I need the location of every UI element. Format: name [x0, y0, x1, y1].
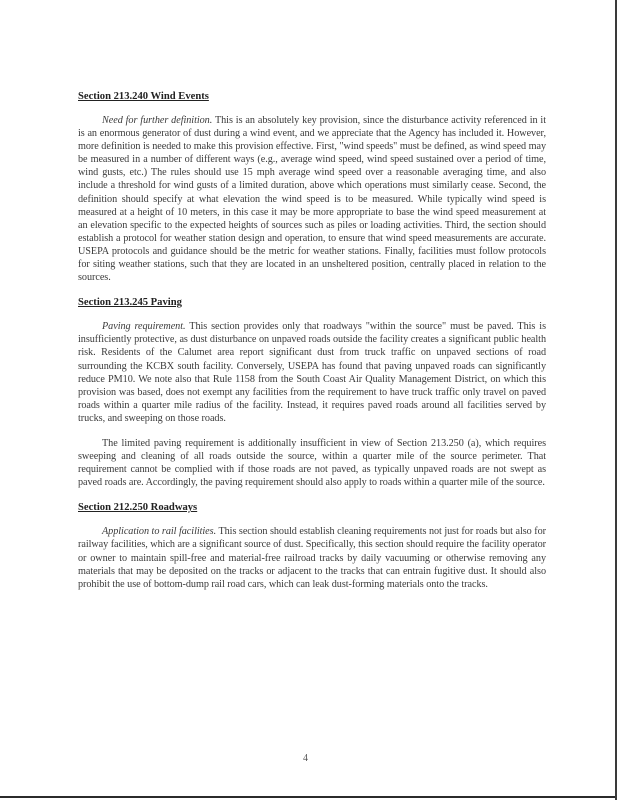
section-heading: Section 213.245 Paving	[78, 297, 182, 309]
section-paving	[78, 296, 546, 489]
paragraph-lead: Paving requirement.	[102, 321, 186, 333]
paragraph	[78, 114, 546, 284]
paragraph-text: This is an absolutely key provision, since the disturbance activity referenced in it is an enormous generator of dust during a wind event, and we appreciate that the Agency has included it. However, more definition is needed to make this provision effective. First, "wind speeds" must be defined, as wind speed may be measured in a number of different ways (e.g., average wind speed, wind speed sustained over a period of time, wind gusts, etc.) The rules should use 15 mph average wind speed over a reasonable averaging time, and also include a threshold for wind gusts of a limited duration, above which operations must similarly cease. Second, the definition should specify at what elevation the wind speed is to be measured. While typically wind speed is measured at a height of 10 meters, in this case it may be more appropriate to base the wind speed measurement at an elevation specific to the expected heights of sources such as piles or loading activities. Third, the section should establish a protocol for weather station design and operation, to ensure that wind speed measurements are accurate. USEPA protocols and guidance should be the metric for weather stations. Finally, facilities must follow protocols for siting weather stations, such that they are located in an unsheltered position, centrally placed in relation to the sources.	[78, 115, 546, 284]
paragraph	[78, 525, 546, 590]
paragraph	[78, 437, 546, 489]
paragraph-lead: Application to rail facilities.	[102, 526, 217, 538]
paragraph-text: This section provides only that roadways "within the source" must be paved. This is insufficiently protective, as dust disturbance on unpaved roads outside the facility creates a significant public health risk. Residents of the Calumet area report significant dust from truck traffic on unpaved sections of road surrounding the KCBX south facility. Conversely, USEPA has found that paving unpaved roads can significantly reduce PM10. We note also that Rule 1158 from the South Coast Air Quality Management District, on which this provision was based, does not exempt any facilities from the requirement to have truck traffic only travel on paved roads within a quarter mile radius of the facility. Instead, it requires paved roads around all facilities served by trucks, and sweeping on those roads.	[78, 321, 546, 424]
section-heading: Section 212.250 Roadways	[78, 502, 198, 514]
scan-bottom-edge	[0, 796, 617, 798]
paragraph	[78, 320, 546, 425]
page-number: 4	[303, 753, 308, 764]
section-heading: Section 213.240 Wind Events	[78, 91, 209, 102]
paragraph-text: The limited paving requirement is additionally insufficient in view of Section 213.250 (a), which requires sweeping and cleaning of all roads outside the source, within a quarter mile of the source perimeter. That requirement cannot be complied with if those roads are not paved, as typically unpaved roads are not swept as paved roads are. Accordingly, the paving requirement should also apply to roads within a quarter mile of the source.	[78, 437, 546, 489]
paragraph-lead: Need for further definition.	[102, 115, 213, 126]
page-content	[78, 90, 546, 603]
section-wind-events	[78, 90, 546, 284]
section-roadways	[78, 501, 546, 590]
paragraph-text: This section should establish cleaning requirements not just for roads but also for railway facilities, which are a significant source of dust. Specifically, this section should require the facility operator or owner to maintain spill-free and material-free railroad tracks by daily vacuuming or otherwise removing any materials that may be deposited on the tracks or adjacent to the tracks that can entrain fugitive dust. It should also prohibit the use of bottom-dump rail road cars, which can leak dust-forming materials onto the tracks.	[78, 526, 546, 590]
